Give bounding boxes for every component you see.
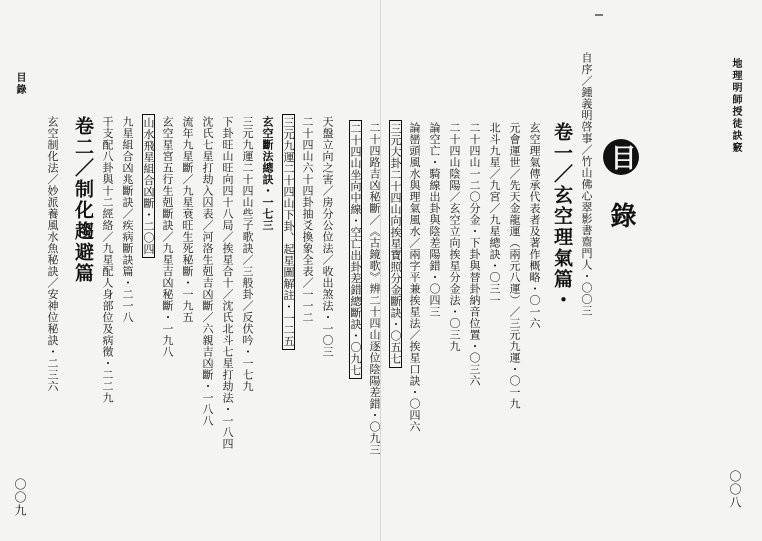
toc-entry: 天盤立向之害／房分公位法／收出煞法・一〇三 [321, 116, 334, 358]
toc-entry: 元會運世／先天金龍運（兩元八運）／三元九運・〇一九 [508, 122, 521, 410]
toc-entry: 流年九星斷／九星衰旺生死秘斷・一九五 [181, 116, 194, 323]
toc-entry: 玄空制化法／妙派養風水魚秘訣／安神位秘訣・二三六 [46, 116, 59, 392]
page-number-left: 〇〇九 [13, 478, 27, 517]
page-number-right: 〇〇八 [728, 470, 742, 509]
toc-title-char: 錄 [606, 202, 636, 228]
running-head-left: 目錄 [14, 72, 25, 96]
toc-entry: 玄空理氣傳承代表者及著作概略・〇一六 [528, 122, 541, 329]
toc-entry: 北斗九星／九宮／九星總訣・〇三一 [488, 122, 501, 306]
toc-entry: 九星組合凶兆斷訣／疾病斷訣篇・二一八 [121, 116, 134, 323]
chapter-heading: 卷一／玄空理氣篇・ [551, 122, 573, 311]
toc-entry: 沈氏七星打劫入囚表／河洛生剋吉凶斷／六親吉凶斷・一八八 [201, 116, 214, 427]
toc-entry-boxed: 二十四山坐向中線・空亡出卦差錯總斷訣・〇九七 [349, 120, 362, 379]
toc-entry: 二十四山陰陽／玄空立向挨星分金法・〇三九 [448, 122, 461, 352]
toc-entry: 論巒頭風水與理氣風水／兩字平兼挨星法／挨星口訣・〇四六 [408, 122, 421, 433]
toc-title-char-circled: 目 [603, 139, 639, 175]
toc-entry: 玄空星宮五行生剋斷訣／九星吉凶秘斷・一九八 [161, 116, 174, 358]
toc-entry: 自序／鍾義明啓事／竹山佛心翠影書齋門人・〇〇三 [580, 52, 593, 317]
toc-entry: 論空亡・騎線出卦與陰差陽錯・〇四三 [428, 122, 441, 318]
right-page [349, 0, 762, 541]
toc-entry: 干支配八卦與十二經絡／九星配人身部位及病徵・二二九 [101, 116, 114, 404]
toc-entry-boxed: 三元大卦二十四山向挨星寶照分金斷訣・〇五七 [389, 120, 402, 368]
toc-entry-boxed: 山水飛星組合凶斷・二〇四 [142, 114, 155, 258]
toc-entry: 下卦旺山旺向四十八局／挨星合十／沈氏北斗七星打劫法・一八四 [221, 116, 234, 450]
toc-title [603, 139, 639, 233]
toc-entry: 二十四山一二〇分金・下卦與替卦納音位置・〇三六 [468, 122, 481, 387]
toc-entry: 三元九運二十四山些子歌訣／三般卦／反伏吟・一七九 [241, 116, 254, 392]
running-head-right: 地理明師授徒訣竅 [730, 58, 741, 154]
chapter-heading: 卷二／制化趨避篇 [72, 116, 94, 284]
print-mark [595, 14, 603, 16]
toc-entry: 玄空斷法總訣・一七三 [261, 116, 274, 231]
toc-entry: 二十四山六十四卦抽爻換象全表／一一二 [301, 116, 314, 323]
toc-entry: 二十四路吉凶秘斷／《古鏡歌》辨二十四山逐位陰陽差錯・〇九三 [368, 122, 381, 456]
toc-entry-boxed: 三元九運二十四山下卦、起星圖解註・一二五 [282, 114, 295, 350]
